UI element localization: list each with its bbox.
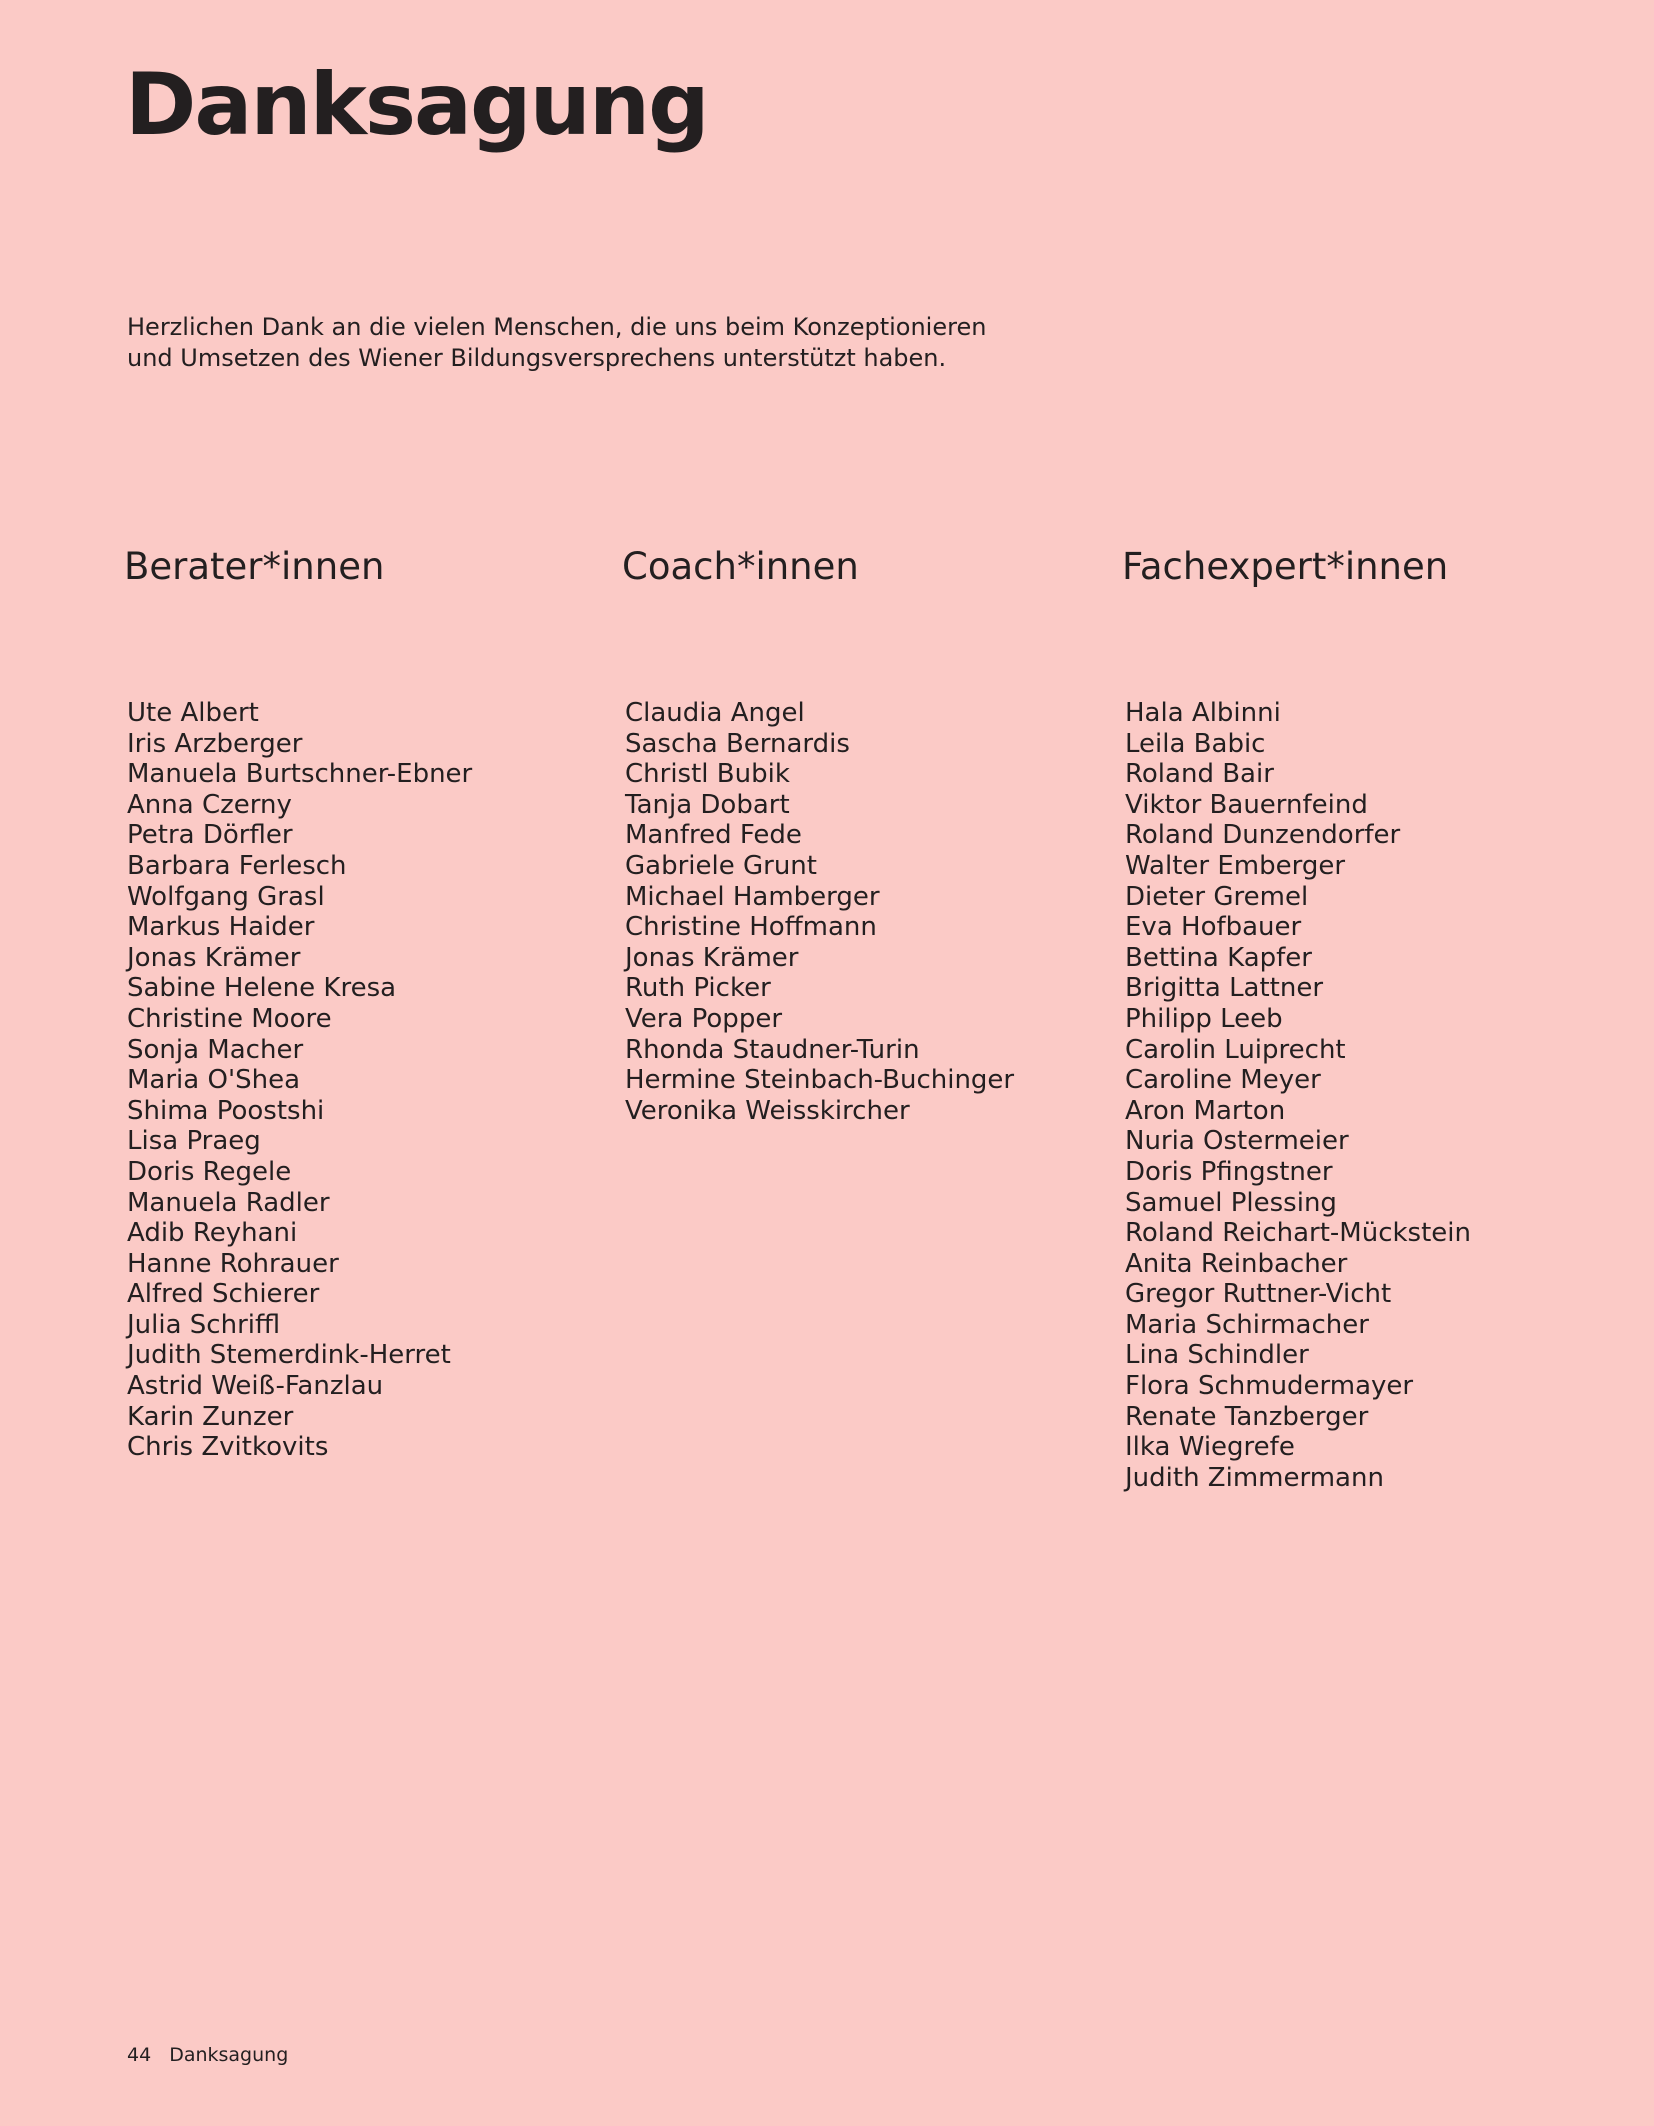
name-list-item: Christine Moore	[127, 1003, 332, 1034]
name-list-item: Dieter Gremel	[1125, 881, 1309, 912]
name-list-item: Judith Stemerdink-Herret	[127, 1340, 451, 1371]
page-number: 44	[127, 2044, 152, 2066]
column-fachexperten	[1122, 540, 1602, 1493]
name-list-item: Manfred Fede	[625, 820, 802, 851]
page-footer	[127, 2043, 288, 2067]
name-list-item: Karin Zunzer	[127, 1401, 294, 1432]
name-list-item: Vera Popper	[625, 1003, 783, 1034]
name-list-item: Ruth Picker	[625, 973, 771, 1004]
page-title: Danksagung	[125, 55, 708, 155]
name-list-item: Doris Pfingstner	[1125, 1156, 1333, 1187]
name-list-item: Nuria Ostermeier	[1125, 1126, 1349, 1157]
name-list-item: Brigitta Lattner	[1125, 973, 1324, 1004]
name-list-item: Chris Zvitkovits	[127, 1432, 329, 1463]
name-list	[1122, 698, 1602, 1493]
name-list-item: Ilka Wiegrefe	[1125, 1432, 1295, 1463]
name-list-item: Michael Hamberger	[625, 881, 880, 912]
name-list-item: Roland Bair	[1125, 759, 1274, 790]
name-list	[124, 698, 604, 1463]
name-list-item: Lisa Praeg	[127, 1126, 261, 1157]
column-heading: Coach*innen	[622, 545, 859, 588]
name-list-item: Sascha Bernardis	[625, 728, 850, 759]
name-list-item: Philipp Leeb	[1125, 1003, 1283, 1034]
name-list-item: Anita Reinbacher	[1125, 1248, 1348, 1279]
name-list-item: Christine Hoffmann	[625, 912, 877, 943]
name-list-item: Viktor Bauernfeind	[1125, 789, 1368, 820]
name-list-item: Samuel Plessing	[1125, 1187, 1337, 1218]
column-berater	[124, 540, 604, 1463]
column-coaches	[622, 540, 1102, 1126]
name-list-item: Wolfgang Grasl	[127, 881, 325, 912]
name-list-item: Leila Babic	[1125, 728, 1266, 759]
name-list-item: Sonja Macher	[127, 1034, 304, 1065]
name-list-item: Roland Reichart-Mückstein	[1125, 1218, 1471, 1249]
intro-text: Herzlichen Dank an die vielen Menschen, die uns beim Konzeptionieren und Umsetzen des Wiener Bildungsversprechens unterstützt haben.	[127, 313, 987, 372]
name-list-item: Petra Dörfler	[127, 820, 293, 851]
name-list-item: Tanja Dobart	[625, 789, 790, 820]
name-list-item: Eva Hofbauer	[1125, 912, 1302, 943]
name-list-item: Adib Reyhani	[127, 1218, 298, 1249]
name-list-item: Maria O'Shea	[127, 1065, 300, 1096]
name-list-item: Carolin Luiprecht	[1125, 1034, 1346, 1065]
name-list-item: Aron Marton	[1125, 1095, 1286, 1126]
name-list-item: Bettina Kapfer	[1125, 942, 1312, 973]
name-list-item: Sabine Helene Kresa	[127, 973, 397, 1004]
name-list-item: Alfred Schierer	[127, 1279, 320, 1310]
name-list	[622, 698, 1102, 1126]
name-list-item: Ute Albert	[127, 698, 259, 728]
name-list-item: Walter Emberger	[1125, 850, 1346, 881]
name-list-item: Julia Schriffl	[127, 1309, 281, 1340]
name-list-item: Anna Czerny	[127, 789, 292, 820]
column-heading: Fachexpert*innen	[1122, 545, 1449, 588]
name-list-item: Gregor Ruttner-Vicht	[1125, 1279, 1392, 1310]
name-list-item: Caroline Meyer	[1125, 1065, 1321, 1096]
column-heading: Berater*innen	[124, 545, 385, 588]
name-list-item: Astrid Weiß-Fanzlau	[127, 1371, 384, 1402]
name-list-item: Christl Bubik	[625, 759, 790, 790]
name-list-item: Hala Albinni	[1125, 698, 1281, 728]
name-list-item: Claudia Angel	[625, 698, 805, 728]
name-list-item: Manuela Burtschner-Ebner	[127, 759, 473, 790]
name-list-item: Barbara Ferlesch	[127, 850, 347, 881]
name-list-item: Maria Schirmacher	[1125, 1309, 1369, 1340]
name-list-item: Judith Zimmermann	[1125, 1462, 1384, 1493]
name-list-item: Jonas Krämer	[625, 942, 799, 973]
name-list-item: Iris Arzberger	[127, 728, 303, 759]
name-list-item: Markus Haider	[127, 912, 315, 943]
name-list-item: Jonas Krämer	[127, 942, 301, 973]
name-list-item: Shima Poostshi	[127, 1095, 325, 1126]
name-list-item: Gabriele Grunt	[625, 850, 817, 881]
name-list-item: Roland Dunzendorfer	[1125, 820, 1401, 851]
name-list-item: Hermine Steinbach-Buchinger	[625, 1065, 1015, 1096]
name-list-item: Manuela Radler	[127, 1187, 330, 1218]
name-list-item: Doris Regele	[127, 1156, 292, 1187]
name-list-item: Flora Schmudermayer	[1125, 1371, 1414, 1402]
name-list-item: Rhonda Staudner-Turin	[625, 1034, 920, 1065]
name-list-item: Renate Tanzberger	[1125, 1401, 1369, 1432]
name-list-item: Lina Schindler	[1125, 1340, 1309, 1371]
name-list-item: Veronika Weisskircher	[625, 1095, 910, 1126]
footer-section-title: Danksagung	[169, 2044, 289, 2066]
name-list-item: Hanne Rohrauer	[127, 1248, 339, 1279]
